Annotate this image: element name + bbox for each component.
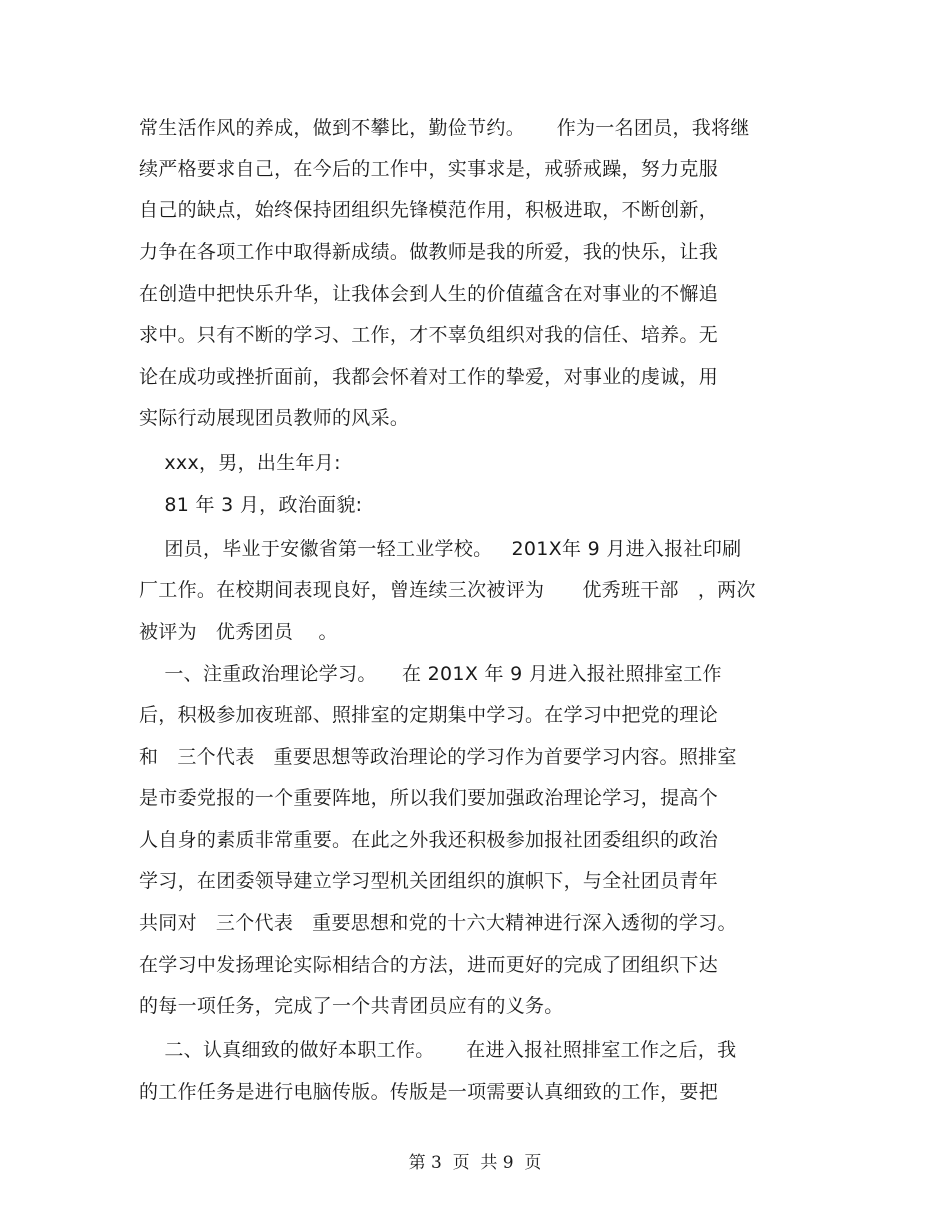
text-line: 自己的缺点，始终保持团组织先锋模范作用，积极进取，不断创新， (139, 199, 719, 221)
text-line: 的每一项任务，完成了一个共青团员应有的义务。 (139, 995, 564, 1017)
text-line: 论在成功或挫折面前，我都会怀着对工作的挚爱，对事业的虔诚，用 (139, 366, 719, 388)
text-line: 后，积极参加夜班部、照排室的定期集中学习。在学习中把党的理论 (139, 704, 719, 726)
text-line: 学习，在团委领导建立学习型机关团组织的旗帜下，与全社团员青年 (139, 870, 719, 892)
text-line: 在创造中把快乐升华，让我体会到人生的价值蕴含在对事业的不懈追 (139, 283, 719, 305)
text-line: 常生活作风的养成，做到不攀比，勤俭节约。 作为一名团员，我将继 (139, 117, 750, 139)
text-line: 团员，毕业于安徽省第一轻工业学校。 201X年 9 月进入报社印刷 (139, 538, 742, 560)
text-line: 二、认真细致的做好本职工作。 在进入报社照排室工作之后，我 (139, 1039, 737, 1061)
text-line: 续严格要求自己，在今后的工作中，实事求是，戒骄戒躁，努力克服 (139, 158, 719, 180)
text-line: 共同对 三个代表 重要思想和党的十六大精神进行深入透彻的学习。 (139, 912, 737, 934)
text-line: 一、注重政治理论学习。 在 201X 年 9 月进入报社照排室工作 (139, 663, 722, 685)
text-line: 厂工作。在校期间表现良好，曾连续三次被评为 优秀班干部 ，两次 (139, 579, 756, 601)
text-line: 求中。只有不断的学习、工作，才不辜负组织对我的信任、培养。无 (139, 324, 719, 346)
text-line: 在学习中发扬理论实际相结合的方法，进而更好的完成了团组织下达 (139, 954, 719, 976)
text-line: 被评为 优秀团员 。 (139, 621, 338, 643)
text-line: xxx，男，出生年月: (139, 452, 341, 474)
text-line: 人自身的素质非常重要。在此之外我还积极参加报社团委组织的政治 (139, 829, 719, 851)
text-line: 是市委党报的一个重要阵地，所以我们要加强政治理论学习，提高个 (139, 787, 719, 809)
page-footer: 第 3 页 共 9 页 (408, 1153, 542, 1173)
text-line: 实际行动展现团员教师的风采。 (139, 407, 410, 429)
text-line: 和 三个代表 重要思想等政治理论的学习作为首要学习内容。照排室 (139, 746, 737, 768)
text-line: 的工作任务是进行电脑传版。传版是一项需要认真细致的工作，要把 (139, 1081, 719, 1103)
text-line: 81 年 3 月，政治面貌: (139, 494, 363, 516)
text-line: 力争在各项工作中取得新成绩。做教师是我的所爱，我的快乐，让我 (139, 241, 719, 263)
